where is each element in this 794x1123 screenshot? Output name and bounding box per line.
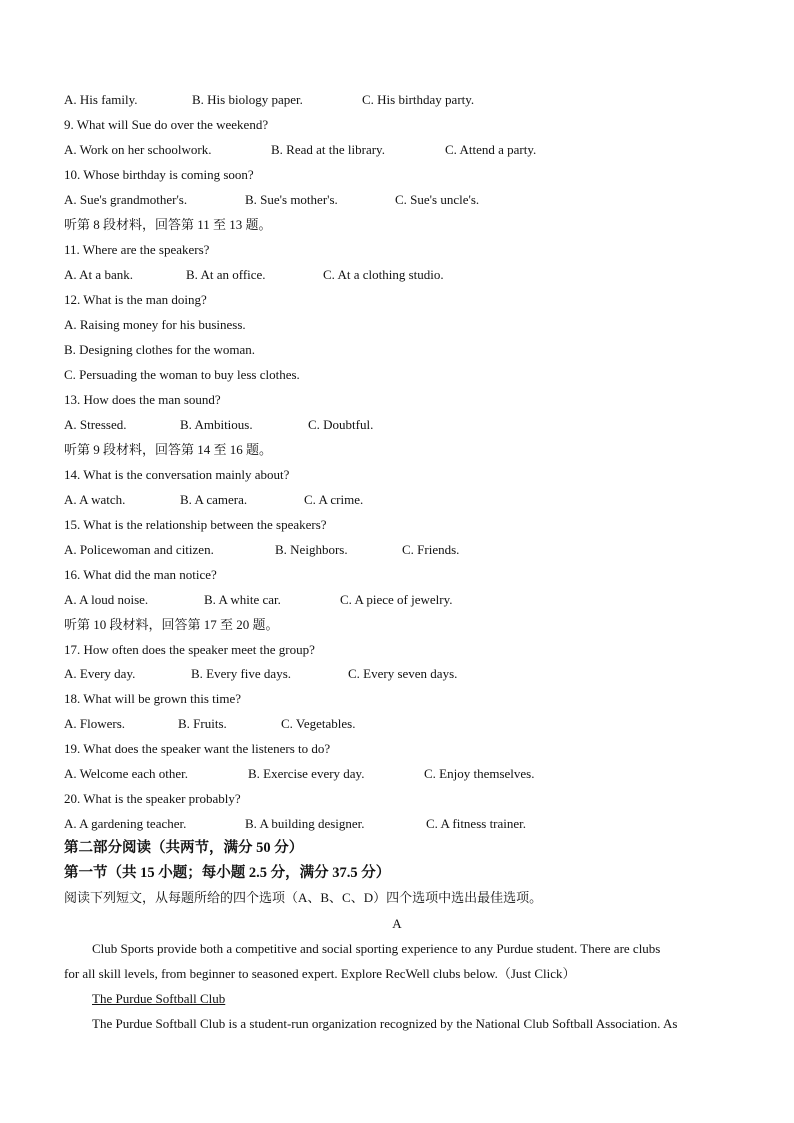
text-line: 15. What is the relationship between the speakers? (64, 517, 327, 532)
option-a: A. A gardening teacher. (64, 816, 187, 831)
option-c: C. A crime. (304, 492, 364, 507)
option-a: A. A loud noise. (64, 592, 149, 607)
option-c: C. Vegetables. (281, 716, 356, 731)
text-line: for all skill levels, from beginner to seasoned expert. Explore RecWell clubs below.（Just Click） (64, 966, 576, 981)
text-line: 19. What does the speaker want the listeners to do? (64, 741, 331, 756)
option-b: B. Exercise every day. (248, 766, 365, 781)
option-b: B. His biology paper. (192, 92, 303, 107)
option-c: C. His birthday party. (362, 92, 475, 107)
text-line: 17. How often does the speaker meet the group? (64, 642, 315, 657)
option-b: B. Neighbors. (275, 542, 348, 557)
text-line: 9. What will Sue do over the weekend? (64, 117, 269, 132)
option-c: C. Enjoy themselves. (424, 766, 535, 781)
text-line: 10. Whose birthday is coming soon? (64, 167, 254, 182)
option-a: A. Stressed. (64, 417, 127, 432)
text-line: 阅读下列短文，从每题所给的四个选项（A、B、C、D）四个选项中选出最佳选项。 (64, 890, 543, 905)
option-a: A. A watch. (64, 492, 126, 507)
club-link[interactable]: The Purdue Softball Club (92, 991, 226, 1006)
option-a: A. Sue's grandmother's. (64, 192, 188, 207)
option-b: B. Sue's mother's. (245, 192, 338, 207)
text-line: A. Raising money for his business. (64, 317, 246, 332)
option-a: A. Work on her schoolwork. (64, 142, 212, 157)
option-a: A. Policewoman and citizen. (64, 542, 214, 557)
text-line: 16. What did the man notice? (64, 567, 217, 582)
option-c: C. A fitness trainer. (426, 816, 527, 831)
text-line: 14. What is the conversation mainly about? (64, 467, 290, 482)
option-c: C. Every seven days. (348, 666, 458, 681)
option-b: B. Fruits. (178, 716, 227, 731)
option-b: B. At an office. (186, 267, 266, 282)
section-heading: 第二部分阅读（共两节，满分 50 分） (64, 840, 304, 856)
option-a: A. Flowers. (64, 716, 126, 731)
option-b: B. A camera. (180, 492, 248, 507)
text-line: 20. What is the speaker probably? (64, 791, 241, 806)
passage-label: A (392, 916, 402, 931)
text-line: 12. What is the man doing? (64, 292, 207, 307)
option-b: B. A white car. (204, 592, 281, 607)
option-b: B. A building designer. (245, 816, 365, 831)
text-line: 11. Where are the speakers? (64, 242, 210, 257)
option-c: C. A piece of jewelry. (340, 592, 453, 607)
option-a: A. Every day. (64, 666, 136, 681)
paragraph-line: The Purdue Softball Club is a student-run organization recognized by the National Club Softball Association. As (92, 1016, 678, 1031)
option-c: C. Friends. (402, 542, 460, 557)
option-b: B. Ambitious. (180, 417, 253, 432)
option-c: C. At a clothing studio. (323, 267, 444, 282)
text-line: 听第 8 段材料，回答第 11 至 13 题。 (64, 217, 272, 232)
text-line: B. Designing clothes for the woman. (64, 342, 255, 357)
paragraph-line: Club Sports provide both a competitive and social sporting experience to any Purdue student. There are clubs (92, 941, 661, 956)
text-line: 听第 10 段材料，回答第 17 至 20 题。 (64, 617, 279, 632)
option-b: B. Every five days. (191, 666, 292, 681)
text-line: C. Persuading the woman to buy less clothes. (64, 367, 300, 382)
option-c: C. Sue's uncle's. (395, 192, 480, 207)
text-line: 13. How does the man sound? (64, 392, 221, 407)
option-a: A. At a bank. (64, 267, 133, 282)
option-a: A. Welcome each other. (64, 766, 188, 781)
option-c: C. Attend a party. (445, 142, 537, 157)
option-a: A. His family. (64, 92, 138, 107)
section-heading: 第一节（共 15 小题；每小题 2.5 分，满分 37.5 分） (64, 865, 391, 881)
text-line: 18. What will be grown this time? (64, 691, 242, 706)
option-c: C. Doubtful. (308, 417, 374, 432)
option-b: B. Read at the library. (271, 142, 385, 157)
text-line: 听第 9 段材料，回答第 14 至 16 题。 (64, 442, 273, 457)
